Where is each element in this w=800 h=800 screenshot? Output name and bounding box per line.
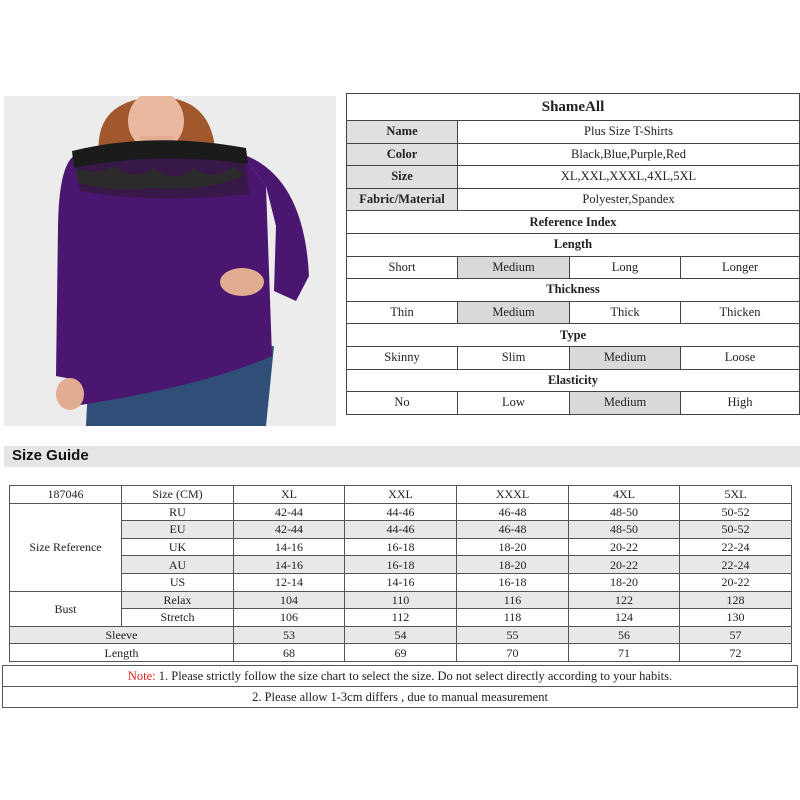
region-label: UK [122, 538, 234, 556]
table-cell: 50-52 [680, 503, 792, 521]
thickness-option: Thick [570, 301, 681, 324]
size-header: XL [234, 486, 345, 504]
table-cell: 42-44 [234, 503, 345, 521]
product-photo [4, 96, 336, 426]
table-cell: 48-50 [569, 503, 680, 521]
spec-label: Name [347, 121, 458, 144]
table-cell: 69 [345, 644, 457, 662]
size-guide-bar [4, 446, 800, 467]
table-cell: 71 [569, 644, 680, 662]
length-label: Length [10, 644, 234, 662]
table-cell: 14-16 [234, 538, 345, 556]
table-cell: 116 [457, 591, 569, 609]
size-col-label: Size (CM) [122, 486, 234, 504]
table-cell: 46-48 [457, 503, 569, 521]
type-option: Skinny [347, 346, 458, 369]
type-option: Slim [458, 346, 570, 369]
table-cell: 20-22 [569, 538, 680, 556]
table-cell: 18-20 [457, 556, 569, 574]
size-guide-title: Size Guide [12, 447, 89, 464]
spec-value: Polyester,Spandex [458, 188, 800, 211]
table-cell: 104 [234, 591, 345, 609]
spec-value: Black,Blue,Purple,Red [458, 143, 800, 166]
table-cell: 16-18 [345, 556, 457, 574]
spec-label: Size [347, 166, 458, 189]
table-cell: 14-16 [234, 556, 345, 574]
elasticity-option: No [347, 392, 458, 415]
table-cell: 16-18 [457, 573, 569, 591]
length-option: Longer [681, 256, 800, 279]
elasticity-option: High [681, 392, 800, 415]
table-cell: 42-44 [234, 521, 345, 539]
size-reference-label: Size Reference [10, 503, 122, 591]
elasticity-option-selected: Medium [570, 392, 681, 415]
note-2: 2. Please allow 1-3cm differs , due to manual measurement [3, 687, 798, 708]
note-1 [3, 666, 798, 687]
spec-label: Color [347, 143, 458, 166]
table-cell: 46-48 [457, 521, 569, 539]
bust-label: Bust [10, 591, 122, 626]
thickness-option-selected: Medium [458, 301, 570, 324]
table-cell: 48-50 [569, 521, 680, 539]
thickness-option: Thicken [681, 301, 800, 324]
table-cell: 70 [457, 644, 569, 662]
table-cell: 128 [680, 591, 792, 609]
table-cell: 68 [234, 644, 345, 662]
length-header: Length [347, 233, 800, 256]
table-cell: 56 [569, 626, 680, 644]
length-option-selected: Medium [458, 256, 570, 279]
table-cell: 16-18 [345, 538, 457, 556]
bust-type-label: Relax [122, 591, 234, 609]
table-cell: 54 [345, 626, 457, 644]
type-header: Type [347, 324, 800, 347]
table-cell: 118 [457, 609, 569, 627]
table-cell: 20-22 [569, 556, 680, 574]
table-cell: 22-24 [680, 556, 792, 574]
table-cell: 106 [234, 609, 345, 627]
table-cell: 57 [680, 626, 792, 644]
brand-name: ShameAll [347, 94, 800, 121]
table-cell: 112 [345, 609, 457, 627]
notes-table [2, 665, 798, 708]
size-header: 4XL [569, 486, 680, 504]
elasticity-header: Elasticity [347, 369, 800, 392]
table-cell: 44-46 [345, 521, 457, 539]
size-header: XXL [345, 486, 457, 504]
type-option: Loose [681, 346, 800, 369]
spec-label: Fabric/Material [347, 188, 458, 211]
table-cell: 55 [457, 626, 569, 644]
thickness-header: Thickness [347, 279, 800, 302]
table-cell: 50-52 [680, 521, 792, 539]
table-cell: 124 [569, 609, 680, 627]
thickness-option: Thin [347, 301, 458, 324]
note-1-text: 1. Please strictly follow the size chart to select the size. Do not select directly according to your habits. [155, 668, 673, 683]
bust-type-label: Stretch [122, 609, 234, 627]
size-header: XXXL [457, 486, 569, 504]
table-cell: 72 [680, 644, 792, 662]
table-cell: 18-20 [457, 538, 569, 556]
length-option: Long [570, 256, 681, 279]
region-label: US [122, 573, 234, 591]
table-cell: 14-16 [345, 573, 457, 591]
type-option-selected: Medium [570, 346, 681, 369]
note-prefix: Note: [127, 668, 156, 683]
table-cell: 20-22 [680, 573, 792, 591]
table-cell: 22-24 [680, 538, 792, 556]
table-cell: 53 [234, 626, 345, 644]
spec-value: Plus Size T-Shirts [458, 121, 800, 144]
table-cell: 130 [680, 609, 792, 627]
length-option: Short [347, 256, 458, 279]
region-label: RU [122, 503, 234, 521]
spec-value: XL,XXL,XXXL,4XL,5XL [458, 166, 800, 189]
table-cell: 12-14 [234, 573, 345, 591]
size-header: 5XL [680, 486, 792, 504]
region-label: EU [122, 521, 234, 539]
table-cell: 110 [345, 591, 457, 609]
reference-index-header: Reference Index [347, 211, 800, 234]
table-cell: 122 [569, 591, 680, 609]
region-label: AU [122, 556, 234, 574]
spec-table [346, 93, 800, 415]
table-cell: 44-46 [345, 503, 457, 521]
size-guide-table [9, 485, 792, 662]
table-cell: 18-20 [569, 573, 680, 591]
elasticity-option: Low [458, 392, 570, 415]
sleeve-label: Sleeve [10, 626, 234, 644]
product-code: 187046 [10, 486, 122, 504]
